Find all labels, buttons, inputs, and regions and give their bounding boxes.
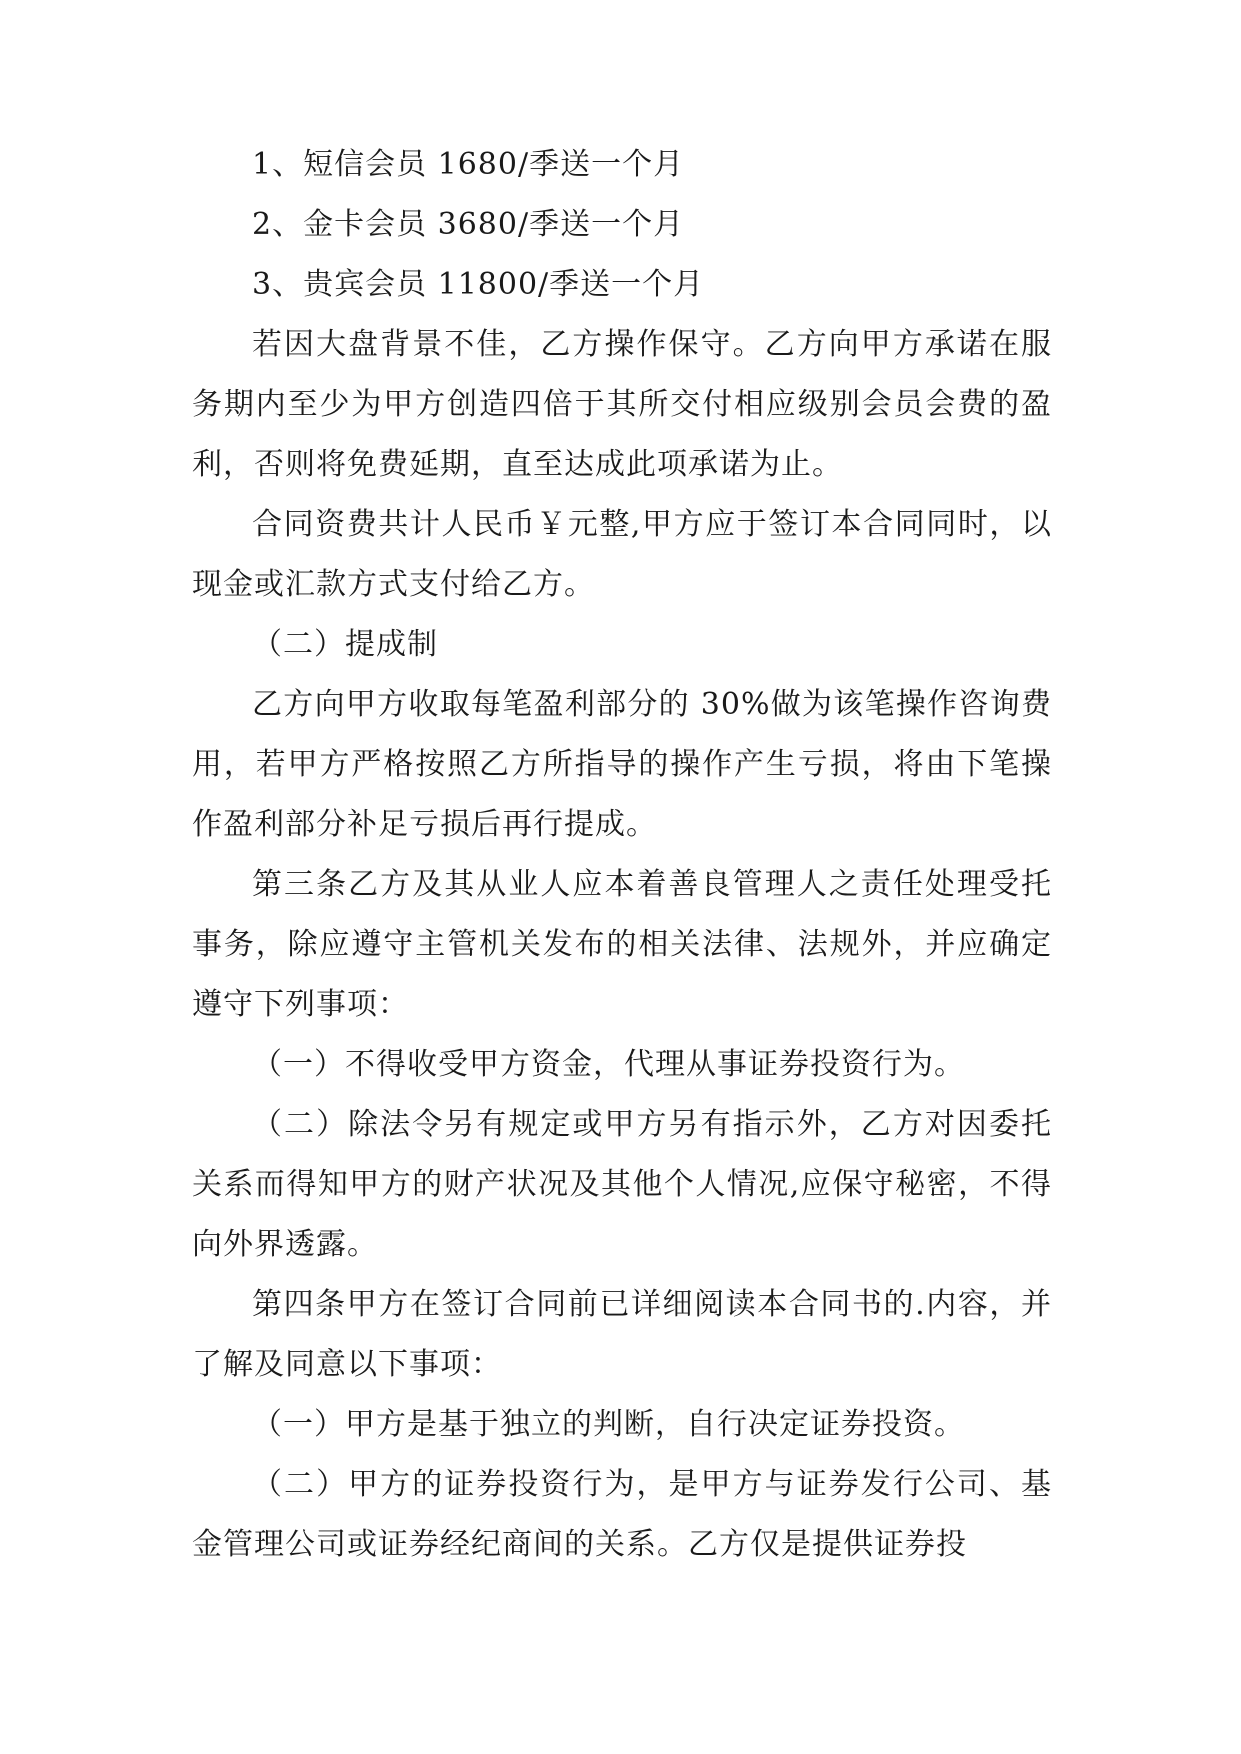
paragraph-article-four: 第四条甲方在签订合同前已详细阅读本合同书的.内容，并了解及同意以下事项： — [192, 1287, 1052, 1382]
paragraph-contract-fee: 合同资费共计人民币￥元整,甲方应于签订本合同同时，以现金或汇款方式支付给乙方。 — [192, 507, 1052, 602]
paragraph-article-four-item-one: （一）甲方是基于独立的判断，自行决定证券投资。 — [252, 1407, 965, 1442]
paragraph-article-three-item-one: （一）不得收受甲方资金，代理从事证券投资行为。 — [252, 1047, 965, 1082]
paragraph-article-three-item-two: （二）除法令另有规定或甲方另有指示外，乙方对因委托关系而得知甲方的财产状况及其他个人情况,应保守秘密，不得向外界透露。 — [192, 1107, 1052, 1262]
paragraph-commission-heading: （二）提成制 — [252, 627, 438, 662]
paragraph-article-three: 第三条乙方及其从业人应本着善良管理人之责任处理受托事务，除应遵守主管机关发布的相关法律、法规外，并应确定遵守下列事项： — [192, 867, 1052, 1022]
paragraph-sms-member: 1、短信会员 1680/季送一个月 — [252, 147, 685, 182]
paragraph-market-promise: 若因大盘背景不佳，乙方操作保守。乙方向甲方承诺在服务期内至少为甲方创造四倍于其所交付相应级别会员会费的盈利，否则将免费延期，直至达成此项承诺为止。 — [192, 327, 1052, 482]
paragraph-vip-member: 3、贵宾会员 11800/季送一个月 — [252, 267, 705, 302]
paragraph-article-four-item-two: （二）甲方的证券投资行为，是甲方与证券发行公司、基金管理公司或证券经纪商间的关系。乙方仅是提供证券投 — [192, 1467, 1052, 1562]
paragraph-gold-member: 2、金卡会员 3680/季送一个月 — [252, 207, 685, 242]
paragraph-commission-terms: 乙方向甲方收取每笔盈利部分的 30%做为该笔操作咨询费用，若甲方严格按照乙方所指导的操作产生亏损，将由下笔操作盈利部分补足亏损后再行提成。 — [192, 687, 1052, 842]
document-body — [192, 135, 1052, 1575]
